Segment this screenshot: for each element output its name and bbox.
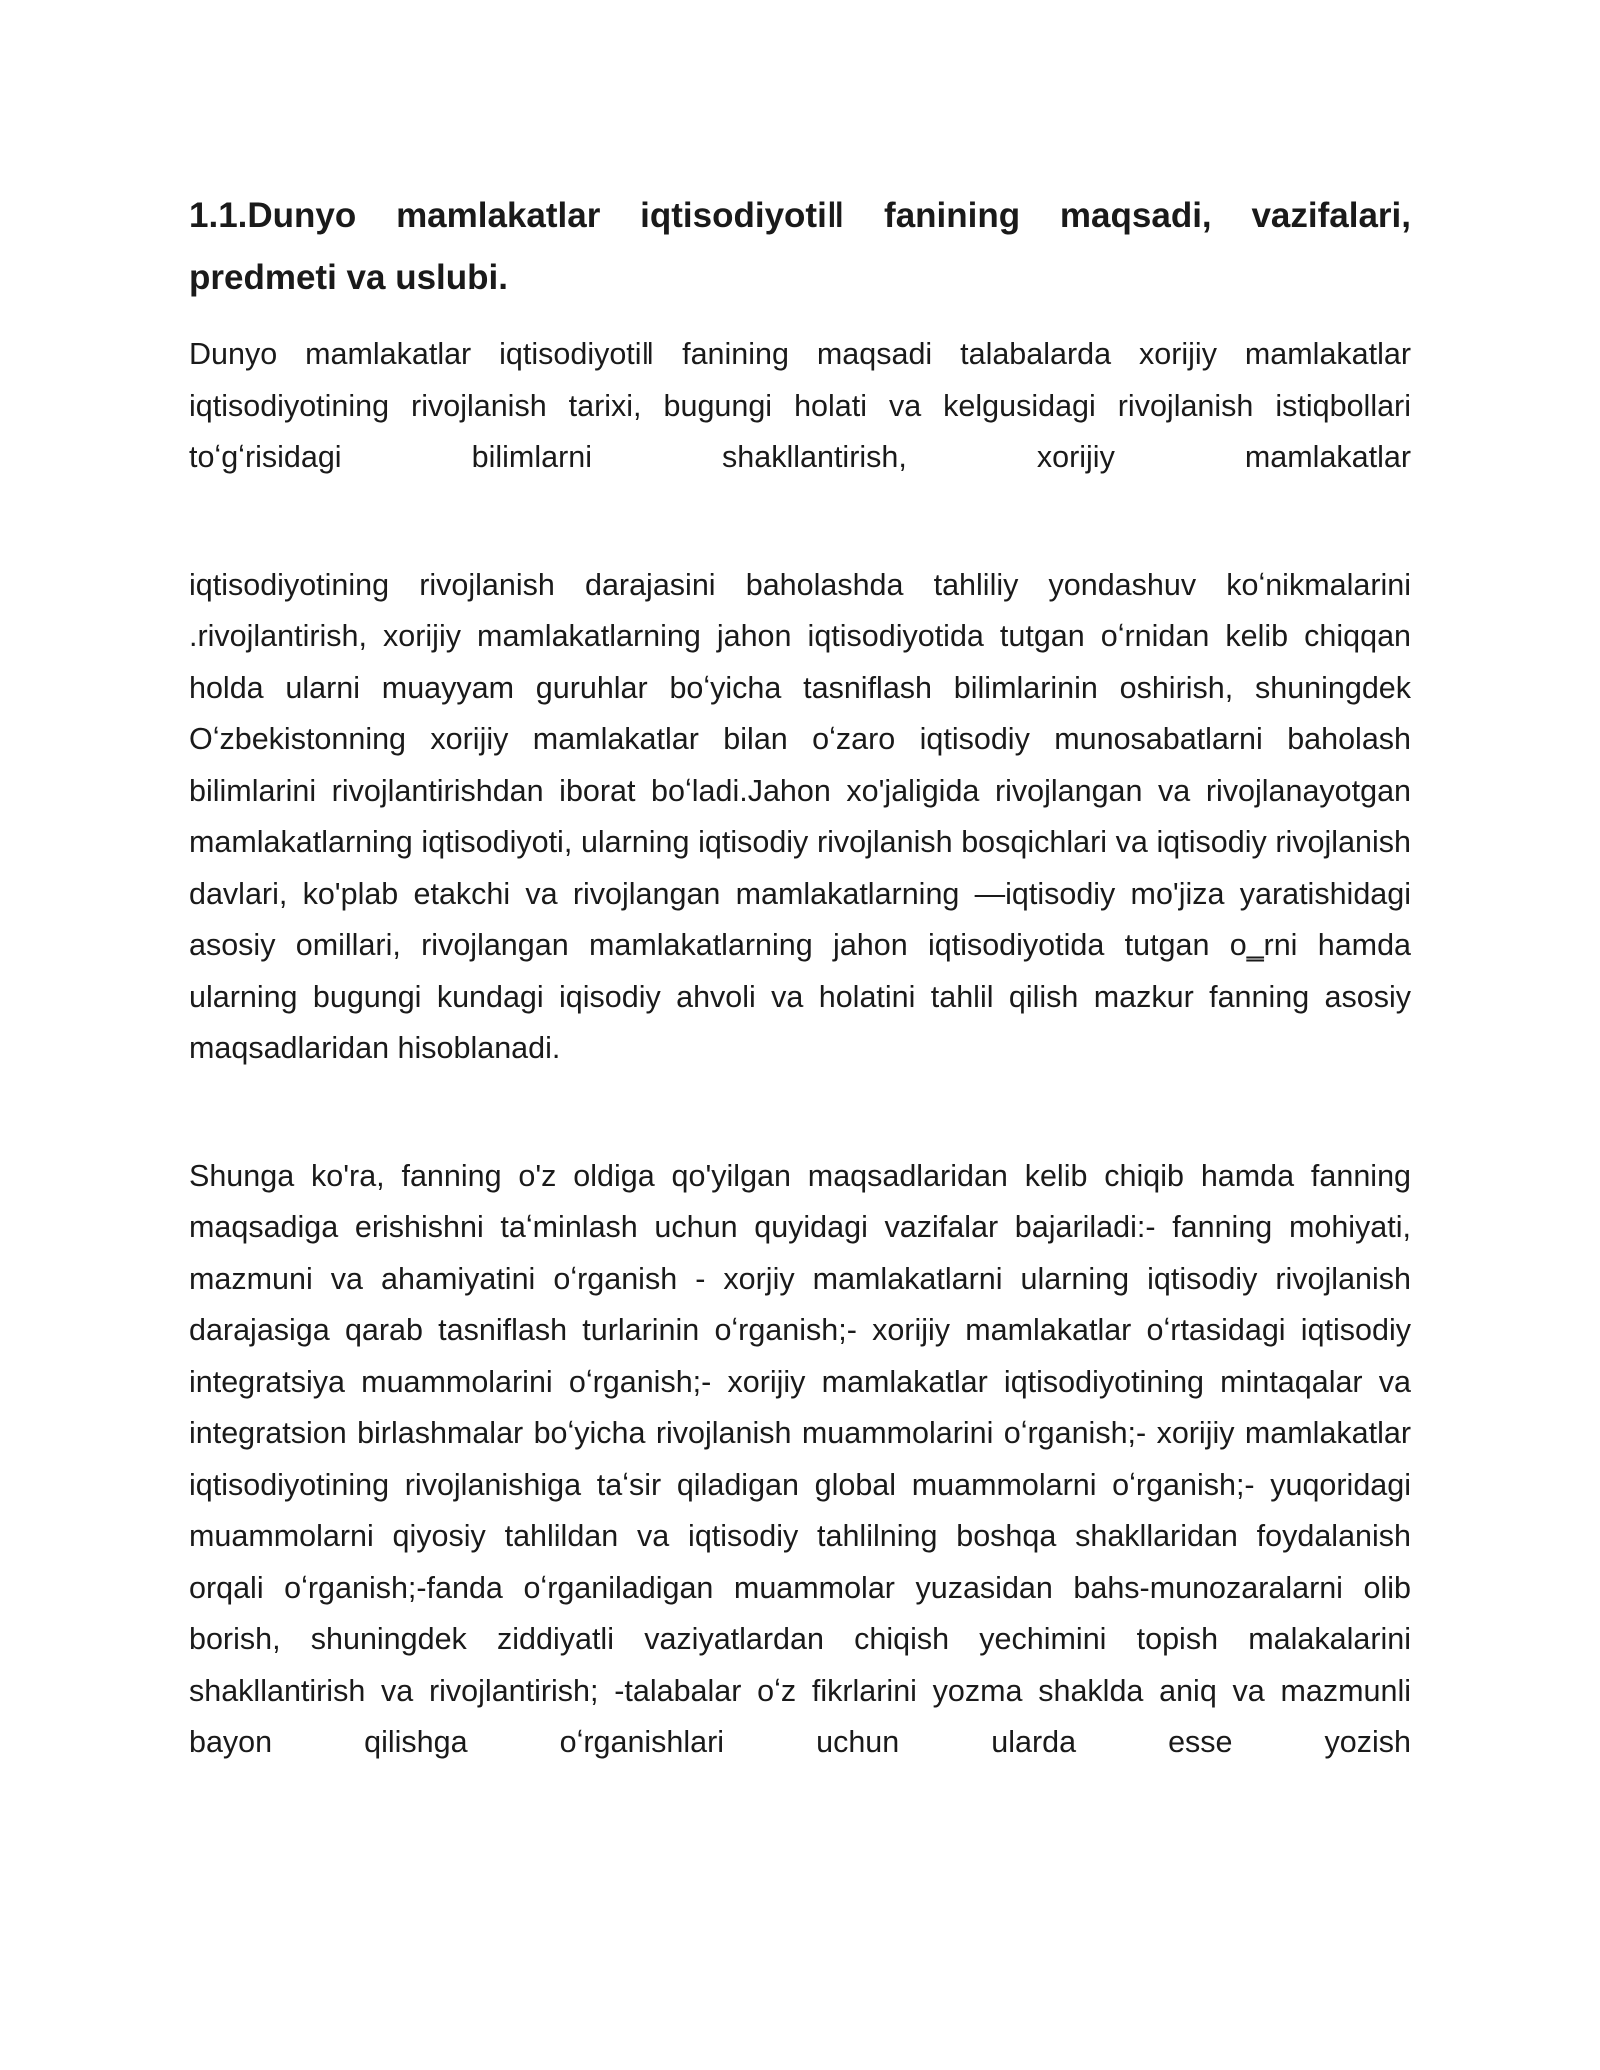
section-heading: 1.1.Dunyo mamlakatlar iqtisodiyoti‖ fanining maqsadi, vazifalari, predmeti va uslubi.	[189, 196, 1411, 297]
paragraph-3: Shunga ko'ra, fanning o'z oldiga qo'yilgan maqsadlaridan kelib chiqib hamda fanning maqsadiga erishishni taʻminlash uchun quyidagi vazifalar bajariladi:- fanning mohiyati, mazmuni va ahamiyatini oʻrganish - xorjiy mamlakatlarni ularning iqtisodiy rivojlanish darajasiga qarab tasniflash turlarinin oʻrganish;- xorijiy mamlakatlar oʻrtasidagi iqtisodiy integratsiya muammolarini oʻrganish;- xorijiy mamlakatlar iqtisodiyotining mintaqalar va integratsion birlashmalar boʻyicha rivojlanish muammolarini oʻrganish;- xorijiy mamlakatlar iqtisodiyotining rivojlanishiga taʻsir qiladigan global muammolarni oʻrganish;- yuqoridagi muammolarni qiyosiy tahlildan va iqtisodiy tahlilning boshqa shakllaridan foydalanish orqali oʻrganish;-fanda oʻrganiladigan muammolar yuzasidan bahs-munozaralarni olib borish, shuningdek ziddiyatli vaziyatlardan chiqish yechimini topish malakalarini shakllantirish va rivojlantirish; -talabalar oʻz fikrlarini yozma shaklda aniq va mazmunli bayon qilishga oʻrganishlari uchun ularda esse yozish	[189, 1158, 1411, 1759]
paragraph-2: iqtisodiyotining rivojlanish darajasini baholashda tahliliy yondashuv koʻnikmalarini .rivojlantirish, xorijiy mamlakatlarning jahon iqtisodiyotida tutgan oʻrnidan kelib chiqqan holda ularni muayyam guruhlar boʻyicha tasniflash bilimlarinin oshirish, shuningdek Oʻzbekistonning xorijiy mamlakatlar bilan oʻzaro iqtisodiy munosabatlarni baholash bilimlarini rivojlantirishdan iborat boʻladi.Jahon xo'jaligida rivojlangan va rivojlanayotgan mamlakatlarning iqtisodiyoti, ularning iqtisodiy rivojlanish bosqichlari va iqtisodiy rivojlanish davlari, ko'plab etakchi va rivojlangan mamlakatlarning ―iqtisodiy mo'jiza yaratishidagi asosiy omillari, rivojlangan mamlakatlarning jahon iqtisodiyotida tutgan o‗rni hamda ularning bugungi kundagi iqisodiy ahvoli va holatini tahlil qilish mazkur fanning asosiy maqsadlaridan hisoblanadi.	[189, 567, 1411, 1065]
document-page	[189, 185, 1411, 1769]
paragraph-1: Dunyo mamlakatlar iqtisodiyoti‖ fanining maqsadi talabalarda xorijiy mamlakatlar iqtisodiyotining rivojlanish tarixi, bugungi holati va kelgusidagi rivojlanish istiqbollari toʻgʻrisidagi bilimlarni shakllantirish, xorijiy mamlakatlar	[189, 337, 1411, 474]
